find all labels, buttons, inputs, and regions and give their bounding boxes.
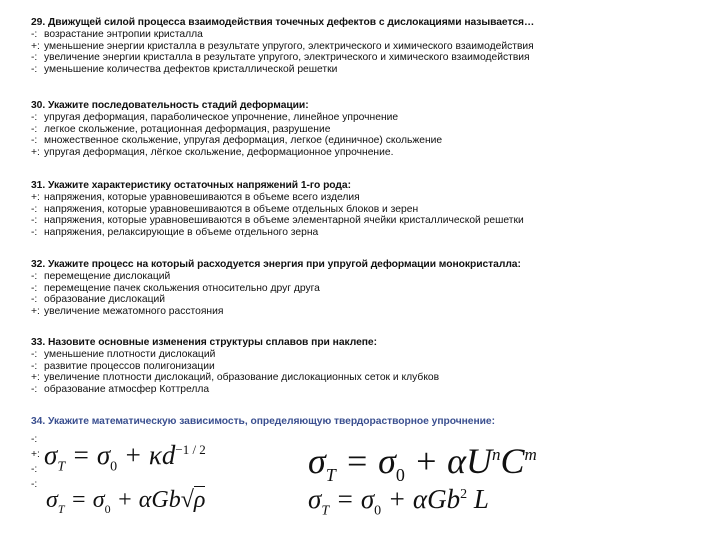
formula-dislocation-density: $\sigma_T = \sigma_0 + \alpha Gb√\rho$ [46,487,206,516]
answer-mark: -: [31,434,38,445]
answer-option [31,372,691,384]
answer-mark: -: [31,123,38,135]
answer-mark: -: [31,29,38,40]
answer-mark: +: [31,449,40,460]
answer-option [31,147,691,159]
answer-text: увеличение энергии кристалла в результате упругого, электрического и химического взаимодействия [44,52,530,64]
answer-text: уменьшение энергии кристалла в результате упругого, электрического и химического взаимодействия [44,40,534,52]
answer-mark: +: [31,372,40,384]
answer-text: упругая деформация, параболическое упрочнение, линейное упрочнение [44,112,399,123]
answer-option [31,41,691,53]
answer-text: напряжения, которые уравновешиваются в объеме элементарной ячейки кристаллической решетки [44,215,524,227]
answer-mark: -: [31,63,38,75]
answer-option [31,306,691,318]
question-29 [31,16,691,75]
answer-text: возрастание энтропии кристалла [44,29,203,40]
answer-option [31,124,691,136]
answer-option [31,271,691,283]
answer-mark: -: [31,135,38,147]
question-34 [31,415,691,428]
question-title: 34. Укажите математическую зависимость, определяющую твердорастворное упрочнение: [31,416,495,427]
answer-option [31,204,691,216]
answer-mark: -: [31,282,38,294]
answer-mark: -: [31,271,38,282]
answer-mark: -: [31,215,38,227]
answer-mark: -: [31,203,38,215]
answer-text: перемещение пачек скольжения относительно друг друга [44,282,320,294]
answer-mark: +: [31,146,40,158]
answer-mark: -: [31,226,38,238]
answer-text: легкое скольжение, ротационная деформация, разрушение [44,123,331,135]
answer-mark: -: [31,479,38,490]
answer-text: увеличение плотности дислокаций, образование дислокационных сеток и клубков [44,372,440,384]
answer-option [31,294,691,306]
answer-option [31,283,691,295]
answer-option [31,192,691,204]
answer-text: уменьшение количества дефектов кристаллической решетки [44,63,338,75]
question-33 [31,336,691,395]
answer-option [31,52,691,64]
question-30 [31,99,691,158]
answer-text: развитие процессов полигонизации [44,360,215,372]
answer-text: напряжения, релаксирующие в объеме отдельного зерна [44,226,319,238]
answer-mark: -: [31,294,38,306]
answer-mark: +: [31,40,40,52]
answer-text: образование атмосфер Коттрелла [44,383,210,395]
answer-option [31,29,691,41]
answer-text: множественное скольжение, упругая деформация, легкое (единичное) скольжение [44,135,443,147]
question-title: 30. Укажите последовательность стадий деформации: [31,100,309,111]
answer-text: напряжения, которые уравновешиваются в объеме всего изделия [44,192,360,203]
question-title: 33. Назовите основные изменения структуры сплавов при наклепе: [31,337,377,348]
formula-alpha-gb2l: $\sigma_T = \sigma_0 + \alpha Gb^2$ L [308,484,489,519]
answer-mark: +: [31,305,40,317]
formula-solid-solution: $\sigma_T = \sigma_0 + \alpha U^nC^m$ [308,441,537,486]
answer-mark: -: [31,360,38,372]
answer-marks [31,432,40,492]
answer-option [31,215,691,227]
question-title: 29. Движущей силой процесса взаимодействия точечных дефектов с дислокациями называется… [31,17,535,28]
answer-mark: -: [31,349,38,360]
answer-option [31,349,691,361]
answer-text: напряжения, которые уравновешиваются в объеме отдельных блоков и зерен [44,203,419,215]
answer-mark: +: [31,192,40,203]
answer-mark: -: [31,112,38,123]
question-31 [31,179,691,238]
answer-text: увеличение межатомного расстояния [44,305,224,317]
question-title: 32. Укажите процесс на который расходуется энергия при упругой деформации монокристалла: [31,259,521,270]
answer-mark: -: [31,52,38,64]
question-32 [31,258,691,317]
answer-mark: -: [31,464,38,475]
answer-option [31,135,691,147]
answer-text: упругая деформация, лёгкое скольжение, деформационное упрочнение. [44,146,394,158]
answer-text: перемещение дислокаций [44,271,171,282]
answer-text: образование дислокаций [44,294,166,306]
answer-option [31,384,691,396]
answer-text: уменьшение плотности дислокаций [44,349,216,360]
answer-option [31,64,691,76]
answer-option [31,112,691,124]
answer-mark: -: [31,383,38,395]
answer-option [31,361,691,373]
formula-hall-petch: $\sigma_T = \sigma_0 + \kappa d^{-1 / 2}$ [44,440,206,475]
answer-option [31,227,691,239]
question-title: 31. Укажите характеристику остаточных напряжений 1-го рода: [31,180,351,191]
